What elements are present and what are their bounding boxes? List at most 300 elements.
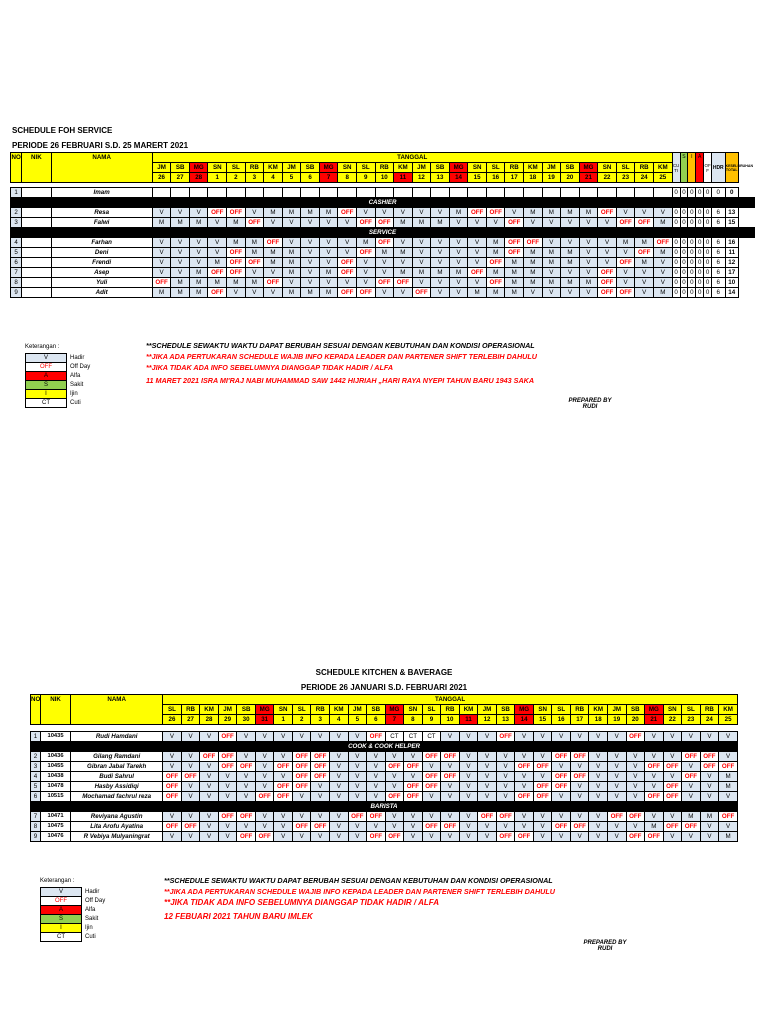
shift-cell: V (515, 822, 534, 832)
day-cell: JM (478, 705, 497, 715)
shift-cell: M (189, 268, 208, 278)
shift-cell: V (552, 762, 571, 772)
row-nik (22, 248, 51, 258)
shift-cell: OFF (218, 732, 237, 742)
shift-cell: OFF (533, 792, 552, 802)
row-nik: 10435 (41, 732, 71, 742)
shift-cell: OFF (533, 762, 552, 772)
shift-cell: V (663, 772, 682, 782)
shift-cell: OFF (227, 258, 246, 268)
date-cell: 24 (700, 715, 719, 725)
date-cell: 23 (682, 715, 701, 725)
shift-cell: M (449, 268, 468, 278)
day-cell: RB (245, 163, 264, 173)
date-cell: 3 (245, 173, 264, 183)
day-cell: JM (152, 163, 171, 173)
total-cell: 11 (725, 248, 739, 258)
shift-cell: V (367, 782, 386, 792)
shift-cell: V (552, 732, 571, 742)
shift-cell: V (330, 752, 349, 762)
shift-cell: V (171, 248, 190, 258)
day-cell: MG (579, 163, 598, 173)
stat-cell: 0 (688, 238, 696, 248)
row-nik (22, 288, 51, 298)
prepared-by-name: RUDI (582, 404, 598, 410)
shift-cell: V (468, 258, 487, 268)
shift-cell: M (282, 258, 301, 268)
shift-cell: V (533, 812, 552, 822)
row-nik (22, 268, 51, 278)
section-label: SERVICE (11, 228, 755, 238)
shift-cell: V (189, 238, 208, 248)
shift-cell: OFF (663, 792, 682, 802)
shift-cell: OFF (570, 772, 589, 782)
shift-cell: V (663, 732, 682, 742)
shift-cell: OFF (255, 832, 274, 842)
stat-cell: 0 (704, 268, 712, 278)
shift-cell: OFF (598, 288, 617, 298)
shift-cell: OFF (441, 752, 460, 762)
shift-cell: V (404, 752, 423, 762)
shift-cell: V (478, 752, 497, 762)
row-nik: 10438 (41, 772, 71, 782)
date-cell: 26 (152, 173, 171, 183)
shift-cell: OFF (645, 832, 664, 842)
shift-cell: V (635, 288, 654, 298)
shift-cell: OFF (274, 782, 293, 792)
shift-cell: OFF (616, 288, 635, 298)
day-cell: SL (552, 705, 571, 715)
row-name: Mochamad fachrul reza (71, 792, 163, 802)
day-cell: SN (404, 705, 423, 715)
day-cell: RB (311, 705, 330, 715)
shift-cell: V (570, 812, 589, 822)
shift-cell: V (653, 278, 672, 288)
shift-cell: M (319, 208, 338, 218)
shift-cell: V (404, 832, 423, 842)
section-label: BARISTA (31, 802, 738, 812)
shift-cell (524, 188, 543, 198)
row-no: 9 (31, 832, 41, 842)
shift-cell: V (635, 278, 654, 288)
shift-cell: OFF (375, 238, 394, 248)
shift-cell: V (375, 288, 394, 298)
shift-cell: V (700, 792, 719, 802)
shift-cell: V (663, 832, 682, 842)
date-cell: 20 (626, 715, 645, 725)
shift-cell: OFF (412, 288, 431, 298)
day-cell: SN (533, 705, 552, 715)
shift-cell: OFF (626, 732, 645, 742)
shift-cell: OFF (375, 278, 394, 288)
date-cell: 10 (441, 715, 460, 725)
shift-cell: V (218, 822, 237, 832)
shift-cell: M (542, 258, 561, 268)
shift-cell: M (319, 288, 338, 298)
shift-cell: OFF (163, 782, 182, 792)
shift-cell: M (524, 268, 543, 278)
shift-cell: V (598, 238, 617, 248)
total-cell: 10 (725, 278, 739, 288)
date-cell: 4 (330, 715, 349, 725)
shift-cell: V (570, 762, 589, 772)
shift-cell: V (626, 822, 645, 832)
shift-cell: OFF (181, 822, 200, 832)
shift-cell: V (422, 792, 441, 802)
stat-cell: 0 (696, 258, 704, 268)
stat-cell: 0 (696, 208, 704, 218)
shift-cell: V (282, 238, 301, 248)
shift-cell: V (218, 792, 237, 802)
shift-cell: V (579, 218, 598, 228)
legend-swatch: I (25, 389, 67, 399)
shift-cell: V (181, 752, 200, 762)
shift-cell: M (542, 248, 561, 258)
shift-cell: V (412, 258, 431, 268)
date-cell: 18 (589, 715, 608, 725)
legend-label: Cuti (70, 399, 81, 406)
shift-cell: M (264, 258, 283, 268)
shift-cell: OFF (311, 752, 330, 762)
kitchen-period: PERIODE 26 JANUARI S.D. FEBRUARI 2021 (300, 683, 468, 692)
total-cell: 14 (725, 288, 739, 298)
stat-cell: 0 (696, 278, 704, 288)
shift-cell: V (478, 782, 497, 792)
shift-cell: V (515, 752, 534, 762)
shift-cell: V (486, 218, 505, 228)
shift-cell: V (719, 732, 738, 742)
shift-cell: M (486, 268, 505, 278)
shift-cell: V (570, 792, 589, 802)
legend-label: Hadir (85, 888, 100, 895)
shift-cell: V (367, 792, 386, 802)
shift-cell: M (486, 238, 505, 248)
header-nama: NAMA (71, 695, 163, 725)
shift-cell: V (589, 782, 608, 792)
stat-cell: 6 (712, 218, 726, 228)
shift-cell: V (635, 268, 654, 278)
shift-cell: OFF (598, 268, 617, 278)
shift-cell: V (394, 258, 413, 268)
shift-cell: V (533, 822, 552, 832)
shift-cell: V (255, 752, 274, 762)
legend-label: Alfa (70, 372, 81, 379)
shift-cell: OFF (237, 762, 256, 772)
shift-cell: OFF (441, 822, 460, 832)
shift-cell: M (171, 278, 190, 288)
shift-cell: V (431, 288, 450, 298)
shift-cell: V (208, 238, 227, 248)
shift-cell: OFF (486, 258, 505, 268)
shift-cell: OFF (348, 812, 367, 822)
date-cell: 23 (616, 173, 635, 183)
date-cell: 31 (255, 715, 274, 725)
shift-cell: OFF (208, 208, 227, 218)
shift-cell: OFF (505, 218, 524, 228)
header-row (31, 695, 738, 705)
date-cell: 30 (237, 715, 256, 725)
shift-cell: V (441, 792, 460, 802)
shift-cell: V (200, 832, 219, 842)
shift-cell: OFF (311, 822, 330, 832)
shift-cell: V (496, 752, 515, 762)
day-cell: MG (385, 705, 404, 715)
day-cell: MG (645, 705, 664, 715)
shift-cell (264, 188, 283, 198)
shift-cell: OFF (356, 218, 375, 228)
row-no: 5 (31, 782, 41, 792)
shift-cell: V (626, 782, 645, 792)
shift-cell: OFF (367, 832, 386, 842)
legend-label: Ijin (70, 390, 78, 397)
shift-cell: V (653, 258, 672, 268)
stat-cell: 6 (712, 258, 726, 268)
total-cell: 13 (725, 208, 739, 218)
row-name: R Vebiya Mulyaningrat (71, 832, 163, 842)
legend-swatch: A (25, 371, 67, 381)
shift-cell: M (394, 218, 413, 228)
shift-cell: V (478, 792, 497, 802)
stat-cell: 0 (688, 218, 696, 228)
shift-cell: V (404, 812, 423, 822)
shift-cell: M (412, 218, 431, 228)
shift-cell: V (237, 732, 256, 742)
date-cell: 28 (189, 173, 208, 183)
date-cell: 11 (459, 715, 478, 725)
shift-cell: OFF (356, 288, 375, 298)
foh-note-2: **JIKA ADA PERTUKARAN SCHEDULE WAJIB INFO KEPADA LEADER DAN PARTENER SHIFT TERLEBIH DAHULU (146, 352, 537, 361)
stat-cell: 0 (696, 288, 704, 298)
shift-cell: V (163, 732, 182, 742)
date-cell: 21 (579, 173, 598, 183)
row-name: Yuli (51, 278, 152, 288)
shift-cell: OFF (338, 268, 357, 278)
shift-cell: V (570, 782, 589, 792)
shift-cell: OFF (468, 268, 487, 278)
row-nik: 10455 (41, 762, 71, 772)
stat-cell: 0 (680, 258, 688, 268)
stat-cell: 0 (680, 278, 688, 288)
legend-swatch: S (25, 380, 67, 390)
row-no: 1 (31, 732, 41, 742)
shift-cell: OFF (515, 762, 534, 772)
shift-cell: V (589, 792, 608, 802)
shift-cell: V (171, 238, 190, 248)
day-cell: JM (282, 163, 301, 173)
stat-cell: 0 (680, 268, 688, 278)
day-cell: KM (524, 163, 543, 173)
shift-cell: V (533, 752, 552, 762)
shift-cell: OFF (626, 812, 645, 822)
shift-cell: V (330, 782, 349, 792)
shift-cell: V (181, 792, 200, 802)
shift-cell (561, 188, 580, 198)
shift-cell: M (301, 288, 320, 298)
stat-cell: 0 (704, 188, 712, 198)
stat-cell: 0 (680, 188, 688, 198)
shift-cell: V (431, 258, 450, 268)
shift-cell: V (311, 812, 330, 822)
shift-cell: V (524, 218, 543, 228)
shift-cell: V (348, 822, 367, 832)
shift-cell: V (496, 782, 515, 792)
shift-cell: OFF (505, 248, 524, 258)
shift-cell: OFF (496, 832, 515, 842)
day-cell: SB (171, 163, 190, 173)
stat-cell: 0 (704, 208, 712, 218)
shift-cell: V (311, 782, 330, 792)
row-name: Budi Sahrul (71, 772, 163, 782)
shift-cell: V (404, 772, 423, 782)
shift-cell: V (459, 752, 478, 762)
shift-cell: V (449, 258, 468, 268)
shift-cell (189, 188, 208, 198)
shift-cell: V (274, 822, 293, 832)
stat-cell: 0 (680, 288, 688, 298)
shift-cell: OFF (356, 248, 375, 258)
shift-cell (616, 188, 635, 198)
shift-cell (468, 188, 487, 198)
shift-cell: V (653, 268, 672, 278)
shift-cell: V (394, 288, 413, 298)
table-row (31, 832, 738, 842)
date-cell: 1 (208, 173, 227, 183)
stat-cell: 0 (680, 218, 688, 228)
day-cell: KM (459, 705, 478, 715)
header-total-label: KESELURUHAN TOTAL (725, 163, 754, 172)
shift-cell: V (181, 812, 200, 822)
shift-cell (653, 188, 672, 198)
day-cell: SB (626, 705, 645, 715)
shift-cell: V (218, 772, 237, 782)
row-name: Reviyana Agustin (71, 812, 163, 822)
shift-cell: M (524, 258, 543, 268)
shift-cell: V (227, 288, 246, 298)
shift-cell: M (189, 218, 208, 228)
shift-cell: OFF (200, 752, 219, 762)
stat-cell: 0 (672, 218, 680, 228)
shift-cell: V (181, 762, 200, 772)
shift-cell: V (468, 218, 487, 228)
shift-cell: V (338, 248, 357, 258)
legend-label: Off Day (85, 897, 106, 904)
header-s: S (680, 153, 688, 183)
shift-cell: V (645, 812, 664, 822)
shift-cell: V (441, 732, 460, 742)
shift-cell: V (478, 832, 497, 842)
section-label: COOK & COOK HELPER (31, 742, 738, 752)
shift-cell: V (412, 278, 431, 288)
shift-cell: V (237, 752, 256, 762)
total-cell: 15 (725, 218, 739, 228)
shift-cell (486, 188, 505, 198)
shift-cell: V (163, 752, 182, 762)
shift-cell: M (208, 278, 227, 288)
shift-cell: V (292, 832, 311, 842)
shift-cell: V (200, 792, 219, 802)
shift-cell: V (282, 278, 301, 288)
date-cell: 15 (468, 173, 487, 183)
date-cell: 9 (422, 715, 441, 725)
date-cell: 25 (719, 715, 738, 725)
shift-cell: V (171, 268, 190, 278)
shift-cell: V (200, 732, 219, 742)
shift-cell: V (645, 732, 664, 742)
row-nik: 10478 (41, 782, 71, 792)
shift-cell: M (561, 248, 580, 258)
shift-cell: M (635, 238, 654, 248)
shift-cell: V (385, 782, 404, 792)
shift-cell: M (524, 248, 543, 258)
date-cell: 6 (367, 715, 386, 725)
stat-cell: 0 (672, 208, 680, 218)
shift-cell (375, 188, 394, 198)
shift-cell: M (486, 248, 505, 258)
shift-cell: CT (404, 732, 423, 742)
shift-cell: V (449, 288, 468, 298)
row-name: Deni (51, 248, 152, 258)
shift-cell: V (330, 812, 349, 822)
shift-cell: OFF (394, 278, 413, 288)
shift-cell: OFF (208, 288, 227, 298)
day-cell: RB (441, 705, 460, 715)
foh-legend (25, 344, 90, 407)
stat-cell: 0 (696, 218, 704, 228)
shift-cell: V (682, 762, 701, 772)
shift-cell: V (385, 822, 404, 832)
stat-cell: 0 (704, 238, 712, 248)
shift-cell: M (152, 218, 171, 228)
shift-cell: OFF (505, 238, 524, 248)
shift-cell: OFF (264, 278, 283, 288)
shift-cell: V (431, 238, 450, 248)
foh-note-1: **SCHEDULE SEWAKTU WAKTU DAPAT BERUBAH SESUAI DENGAN KEBUTUHAN DAN KONDISI OPERASIONAL (146, 341, 535, 350)
shift-cell (245, 188, 264, 198)
shift-cell: V (645, 782, 664, 792)
shift-cell: V (682, 792, 701, 802)
shift-cell: V (607, 762, 626, 772)
shift-cell: M (561, 258, 580, 268)
shift-cell: V (607, 752, 626, 762)
shift-cell: V (478, 762, 497, 772)
table-row (31, 762, 738, 772)
shift-cell: V (645, 752, 664, 762)
shift-cell: OFF (598, 208, 617, 218)
shift-cell: OFF (274, 762, 293, 772)
shift-cell: V (319, 218, 338, 228)
shift-cell: M (394, 268, 413, 278)
shift-cell: OFF (227, 268, 246, 278)
row-no: 6 (31, 792, 41, 802)
shift-cell (579, 188, 598, 198)
shift-cell (282, 188, 301, 198)
date-cell: 22 (598, 173, 617, 183)
foh-prepared-by (560, 398, 620, 410)
foh-schedule-table (10, 152, 755, 298)
date-cell: 12 (412, 173, 431, 183)
prepared-by-name: RUDI (597, 946, 613, 952)
shift-cell: M (171, 288, 190, 298)
shift-cell: V (579, 288, 598, 298)
day-cell: KM (200, 705, 219, 715)
shift-cell: M (635, 258, 654, 268)
shift-cell: OFF (478, 812, 497, 822)
shift-cell: OFF (682, 772, 701, 782)
header-tanggal: TANGGAL (163, 695, 738, 705)
shift-cell: V (459, 822, 478, 832)
shift-cell: V (264, 218, 283, 228)
shift-cell: M (505, 258, 524, 268)
